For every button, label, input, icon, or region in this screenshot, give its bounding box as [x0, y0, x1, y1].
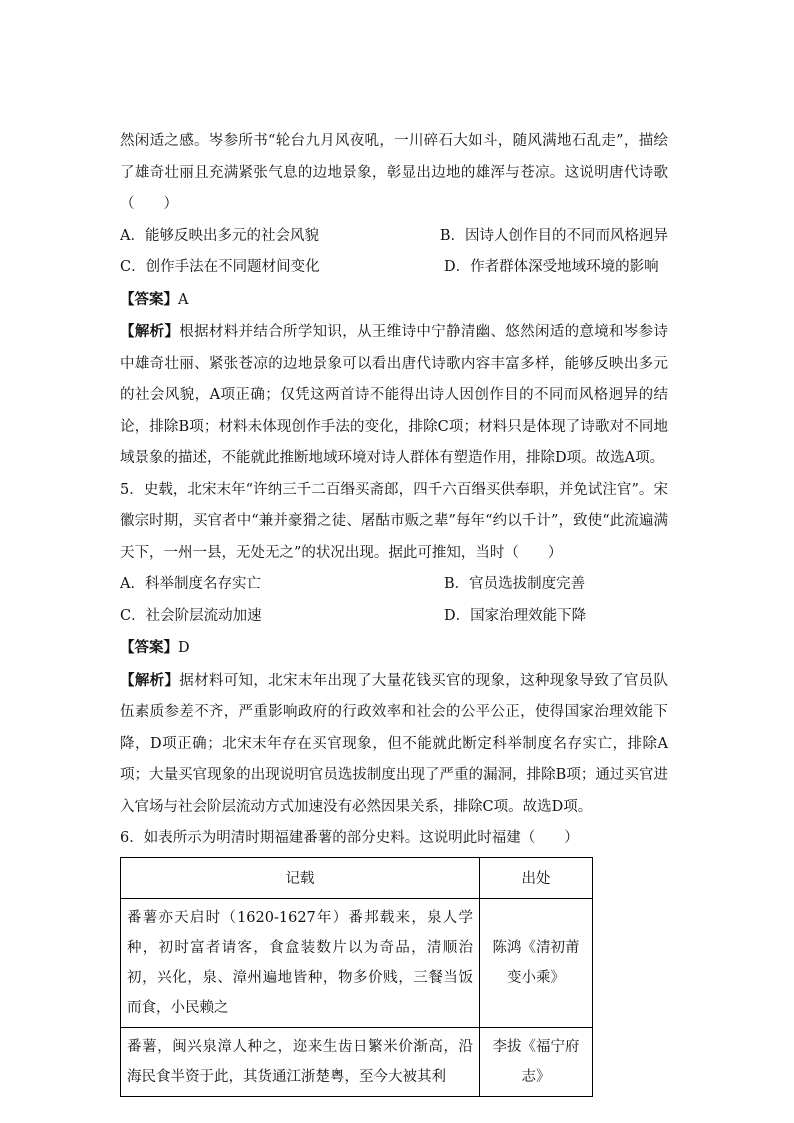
answer-label: 【答案】	[120, 290, 178, 308]
answer-label: 【答案】	[120, 639, 178, 656]
question-4-option-b: B．因诗人创作目的不同而风格迥异	[439, 227, 668, 244]
table-header-source: 出处	[480, 857, 593, 898]
analysis-text: 据材料可知，北宋末年出现了大量花钱买官的现象，这种现象导致了官员队伍素质参差不齐，严重影响政府的行政效率和社会的公平公正，使得国家治理效能下降，D项正确；北宋末年存在买官现象，但不能就此断定科举制度名存实亡，排除A项；大量买官现象的出现说明官员选拔制度出现了严重的漏洞，排除B项；通过买官进入官场与社会阶层流动方式加速没有必然因果关系，排除C项。故选D项。	[120, 672, 669, 815]
question-4-options-row-1	[120, 221, 668, 253]
question-5-options-row-2	[120, 601, 668, 633]
question-5-option-b: B．官员选拔制度完善	[444, 576, 586, 592]
question-5-analysis	[120, 665, 668, 824]
table-header-row	[121, 857, 593, 898]
source-table	[120, 857, 593, 1097]
question-4-analysis	[120, 316, 668, 475]
table-row	[121, 1027, 593, 1096]
answer-value: A	[178, 291, 189, 308]
question-4-option-a: A．能够反映出多元的社会风貌	[120, 227, 319, 244]
table-cell-source: 李拔《福宁府志》	[480, 1027, 593, 1096]
table-cell-source: 陈鸿《清初莆变小乘》	[480, 898, 593, 1027]
analysis-text: 根据材料并结合所学知识，从王维诗中宁静清幽、悠然闲适的意境和岑参诗中雄奇壮丽、紧张苍凉的边地景象可以看出唐代诗歌内容丰富多样，能够反映出多元的社会风貌，A项正确；仅凭这两首诗不能得出诗人因创作目的不同而风格迥异的结论，排除B项；材料未体现创作手法的变化，排除C项；材料只是体现了诗歌对不同地域景象的描述，不能就此推断地域环境对诗人群体有塑造作用，排除D项。故选A项。	[120, 324, 669, 466]
question-5-answer	[120, 632, 668, 665]
question-4-option-d: D．作者群体深受地域环境的影响	[444, 259, 659, 275]
question-4-options-row-2	[120, 252, 668, 284]
table-row	[121, 898, 593, 1027]
analysis-label: 【解析】	[120, 323, 180, 340]
table-header-record: 记载	[121, 857, 480, 898]
analysis-label: 【解析】	[120, 671, 180, 689]
question-5-option-a: A．科举制度名存实亡	[120, 576, 261, 592]
question-5-option-c: C．社会阶层流动加速	[120, 607, 262, 624]
question-5-stem: 5．史载，北宋末年“许纳三千二百缗买斋郎，四千六百缗买供奉职，并免试注官”。宋徽宗时期，买官者中“兼并豪猾之徒、屠酤市贩之辈”每年“约以千计”，致使“此流遍满天下，一州一县，无处无之”的状况出现。据此可推知，当时（ ）	[120, 481, 668, 561]
question-4-option-c: C．创作手法在不同题材间变化	[120, 259, 320, 275]
question-5-option-d: D．国家治理效能下降	[444, 607, 587, 624]
answer-value: D	[178, 640, 190, 656]
document-content	[120, 126, 668, 1097]
question-4-stem: 然闲适之感。岑参所书“轮台九月风夜吼，一川碎石大如斗，随风满地石乱走”，描绘了雄奇壮丽且充满紧张气息的边地景象，彰显出边地的雄浑与苍凉。这说明唐代诗歌（ ）	[120, 133, 668, 212]
question-6-stem: 6．如表所示为明清时期福建番薯的部分史料。这说明此时福建（ ）	[120, 830, 579, 846]
question-5-options-row-1	[120, 569, 668, 601]
question-4-answer	[120, 284, 668, 317]
table-cell-record: 番薯，闽兴泉漳人种之，迩来生齿日繁米价渐高，沿海民食半资于此，其货通江浙楚粤，至今大被其利	[121, 1027, 480, 1096]
table-cell-record: 番薯亦天启时（1620-1627年）番邦载来，泉人学种，初时富者请客，食盒装数片以为奇品，清顺治初，兴化，泉、漳州遍地皆种，物多价贱，三餐当饭而食，小民赖之	[121, 898, 480, 1027]
